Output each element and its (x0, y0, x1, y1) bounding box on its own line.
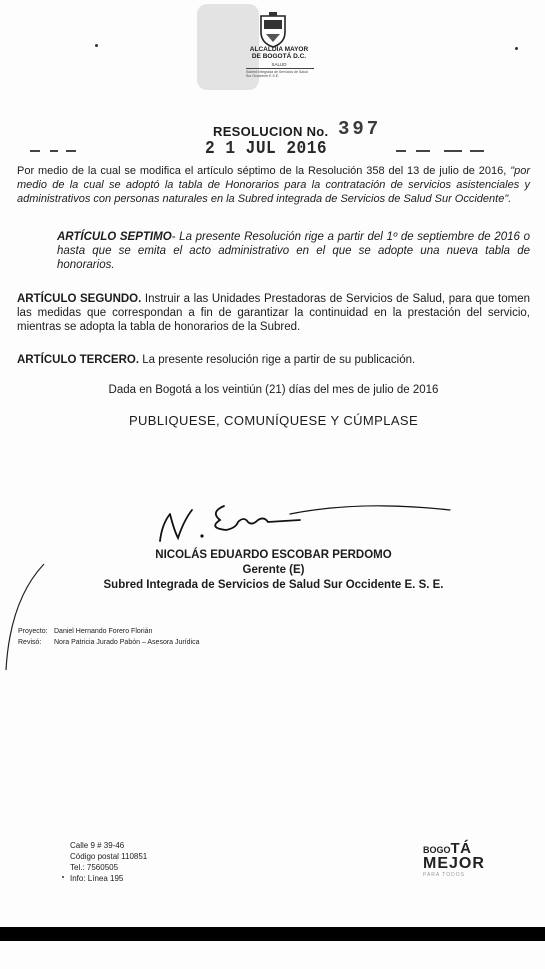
logo-para-todos: PARA TODOS (423, 872, 465, 878)
address-info: Info: Línea 195 (70, 874, 124, 883)
logo-bogo: BOGO (423, 845, 451, 855)
dash-mark (416, 150, 430, 152)
proyecto-value: Daniel Hernando Forero Florián (54, 628, 153, 635)
dash-mark (396, 150, 406, 152)
dash-mark (470, 150, 484, 152)
bottom-black-bar (0, 927, 545, 941)
scan-speck (62, 876, 64, 878)
article-second-text: Instruir a las Unidades Prestadoras de Servicios de Salud, para que tomen las medidas que correspondan a fin de garantizar la continuidad en la prestación del servicio, mientras se adopta la tabla de honorarios de la Subred. (17, 293, 530, 333)
proyecto-label: Proyecto: (18, 628, 48, 635)
resolution-label: RESOLUCION No. (213, 124, 329, 139)
article-third (17, 353, 530, 367)
signer-block (17, 548, 530, 593)
bogota-mejor-logo (423, 840, 499, 878)
proyecto-row (18, 626, 200, 637)
scan-speck (515, 47, 518, 50)
article-second-head: ARTÍCULO SEGUNDO. (17, 293, 142, 305)
resolution-number: 397 (338, 118, 382, 140)
alcaldia-sector: SALUD (271, 62, 287, 67)
alcaldia-line2: DE BOGOTÁ D.C. (251, 53, 307, 60)
dash-mark (444, 150, 462, 152)
resolution-date: 2 1 JUL 2016 (205, 139, 328, 159)
dash-mark (30, 150, 40, 152)
dada-en-line: Dada en Bogotá a los veintiún (21) días del mes de julio de 2016 (108, 384, 439, 396)
handwritten-signature (140, 486, 460, 546)
article-seventh (57, 230, 530, 272)
logo-mejor: MEJOR (423, 855, 485, 872)
signer-org: Subred Integrada de Servicios de Salud Sur Occidente E. S. E. (103, 579, 444, 591)
article-second (17, 292, 530, 334)
article-third-head: ARTÍCULO TERCERO. (17, 354, 140, 366)
publiquese-line: PUBLIQUESE, COMUNÍQUESE Y CÚMPLASE (128, 413, 419, 428)
intro-quote: "por medio de la cual se adoptó la tabla de Honorarios para la contratación de servicios asistenciales y administrativos con personas naturales en la Subred integrada de Servicios de Salud Sur Occidente". (17, 165, 530, 205)
dash-mark (50, 150, 58, 152)
reviso-value: Nora Patricia Jurado Pabón – Asesora Jurídica (54, 639, 200, 646)
article-seventh-text: - La presente Resolución rige a partir del 1º de septiembre de 2016 o hasta que se emita el acto administrativo en el que se adopte una nueva tabla de honorarios. (57, 231, 531, 271)
signer-name: NICOLÁS EDUARDO ESCOBAR PERDOMO (155, 549, 392, 561)
address-street: Calle 9 # 39-46 (70, 841, 125, 850)
reviso-label: Revisó: (18, 639, 42, 646)
logo-ta: TÁ (450, 840, 472, 857)
alcaldia-line1: ALCALDÍA MAYOR (249, 46, 309, 53)
reviso-row (18, 637, 200, 648)
signer-role: Gerente (E) (242, 564, 305, 576)
alcaldia-name (236, 46, 322, 60)
address-block (70, 840, 147, 884)
alcaldia-subred: Subred Integrada de Servicios de Salud Sur Occidente E.S.E. (246, 68, 314, 78)
dash-mark (66, 150, 76, 152)
margin-stroke (0, 560, 50, 680)
article-seventh-head: ARTÍCULO SEPTIMO (57, 231, 172, 243)
article-third-text: La presente resolución rige a partir de su publicación. (139, 354, 416, 366)
scan-speck (95, 44, 98, 47)
review-block (18, 626, 200, 648)
address-phone: Tel.: 7560505 (70, 863, 119, 872)
intro-paragraph (17, 164, 530, 206)
bogota-crest-icon (258, 12, 288, 48)
intro-prefix: Por medio de la cual se modifica el artículo séptimo de la Resolución 358 del 13 de julio de 2016, (17, 165, 511, 177)
address-postal: Código postal 110851 (70, 852, 148, 861)
